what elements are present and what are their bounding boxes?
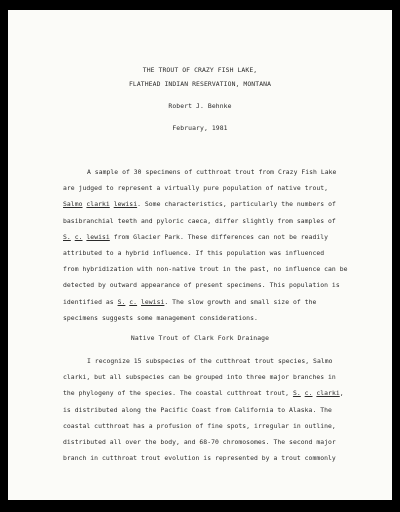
title-line-1: THE TROUT OF CRAZY FISH LAKE, bbox=[142, 66, 258, 74]
text-line: detected by outward appearance of present specimens. This population is bbox=[63, 281, 340, 290]
title-line-2: FLATHEAD INDIAN RESERVATION, MONTANA bbox=[128, 80, 272, 88]
text-line: from hybridization with non-native trout in the past, no influence can be bbox=[63, 265, 348, 274]
text-line: I recognize 15 subspecies of the cutthroat trout species, Salmo bbox=[87, 357, 333, 365]
section-heading: Native Trout of Clark Fork Drainage bbox=[130, 334, 270, 342]
text-line: branch in cutthroat trout evolution is represented by a trout commonly bbox=[63, 454, 336, 463]
text-line: basibranchial teeth and pyloric caeca, differ slightly from samples of bbox=[63, 216, 336, 225]
text-line: identified as S. c. lewisi. The slow growth and small size of the bbox=[63, 297, 317, 306]
text-line: A sample of 30 specimens of cutthroat trout from Crazy Fish Lake bbox=[87, 168, 337, 176]
date: February, 1981 bbox=[172, 124, 228, 132]
text-line: coastal cutthroat has a profusion of fine spots, irregular in outline, bbox=[63, 421, 336, 430]
text-line: are judged to represent a virtually pure population of native trout, bbox=[63, 184, 329, 193]
text-line: attributed to a hybrid influence. If this population was influenced bbox=[63, 249, 325, 257]
text-line: Salmo clarki lewisi. Some characteristics, particularly the numbers of bbox=[63, 200, 336, 209]
text-line: the phylogeny of the species. The coastal cutthroat trout, S. c. clarki, bbox=[63, 389, 344, 398]
text-line: clarki, but all subspecies can be grouped into three major branches in bbox=[63, 373, 336, 382]
text-line: distributed all over the body, and 68-70 chromosomes. The second major bbox=[63, 438, 336, 446]
text-line: is distributed along the Pacific Coast from California to Alaska. The bbox=[63, 405, 332, 414]
text-line: specimens suggests some management considerations. bbox=[63, 313, 258, 322]
author: Robert J. Behnke bbox=[168, 102, 232, 110]
document-page bbox=[8, 10, 392, 500]
text-line: S. c. lewisi from Glacier Park. These differences can not be readily bbox=[63, 232, 329, 241]
